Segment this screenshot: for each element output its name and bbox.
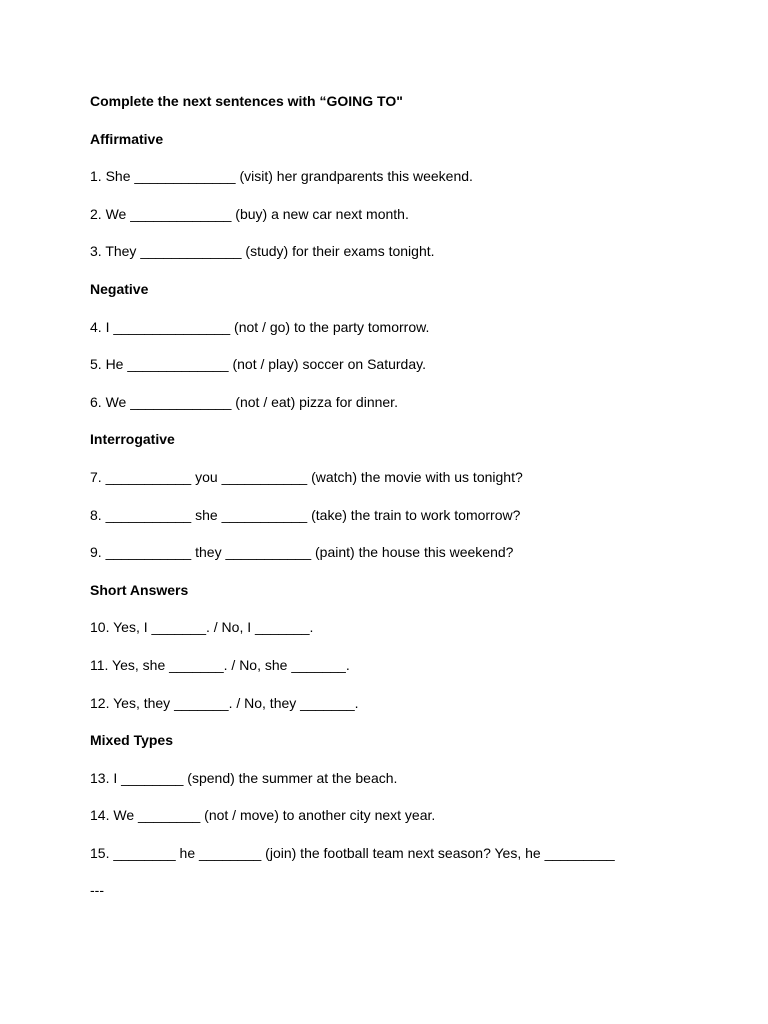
- exercise-item-3: 3. They _____________ (study) for their exams tonight.: [90, 243, 435, 260]
- exercise-item-4: 4. I _______________ (not / go) to the party tomorrow.: [90, 318, 430, 335]
- worksheet-title: Complete the next sentences with “GOING TO": [90, 93, 403, 109]
- exercise-item-12: 12. Yes, they _______. / No, they _______.: [90, 694, 359, 711]
- section-heading-mixed-types: Mixed Types: [90, 732, 173, 749]
- exercise-item-2: 2. We _____________ (buy) a new car next month.: [90, 205, 409, 222]
- exercise-item-7: 7. ___________ you ___________ (watch) the movie with us tonight?: [90, 468, 523, 485]
- exercise-item-13: 13. I ________ (spend) the summer at the beach.: [90, 769, 398, 786]
- exercise-item-5: 5. He _____________ (not / play) soccer on Saturday.: [90, 356, 426, 373]
- exercise-item-14: 14. We ________ (not / move) to another city next year.: [90, 807, 436, 824]
- section-heading-interrogative: Interrogative: [90, 431, 175, 448]
- exercise-item-11: 11. Yes, she _______. / No, she _______.: [90, 656, 350, 673]
- section-heading-affirmative: Affirmative: [90, 130, 164, 147]
- exercise-item-10: 10. Yes, I _______. / No, I _______.: [90, 619, 314, 636]
- section-heading-negative: Negative: [90, 280, 149, 297]
- exercise-item-15: 15. ________ he ________ (join) the football team next season? Yes, he _________: [90, 844, 615, 861]
- exercise-item-9: 9. ___________ they ___________ (paint) the house this weekend?: [90, 544, 514, 561]
- worksheet-page: [90, 93, 730, 920]
- section-heading-short-answers: Short Answers: [90, 581, 189, 598]
- exercise-item-6: 6. We _____________ (not / eat) pizza for dinner.: [90, 393, 398, 410]
- exercise-item-1: 1. She _____________ (visit) her grandparents this weekend.: [90, 168, 473, 185]
- exercise-item-8: 8. ___________ she ___________ (take) the train to work tomorrow?: [90, 506, 521, 523]
- separator-line: ---: [90, 882, 104, 899]
